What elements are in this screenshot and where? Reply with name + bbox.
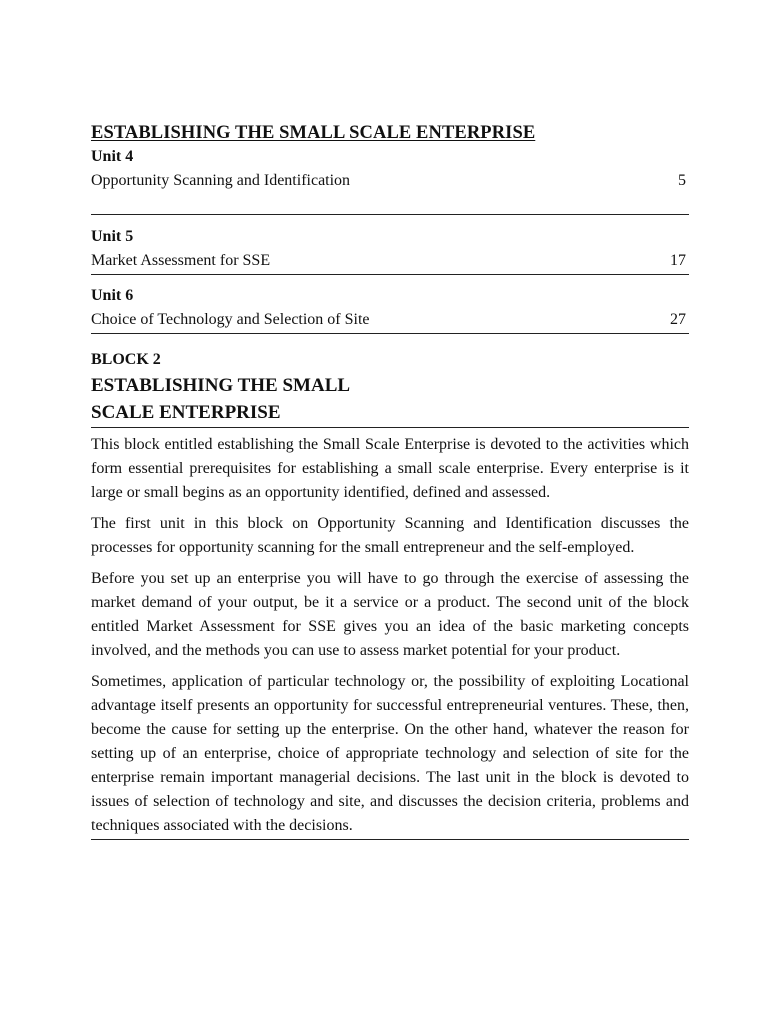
block-title-line-1: ESTABLISHING THE SMALL — [91, 375, 351, 396]
toc-heading: ESTABLISHING THE SMALL SCALE ENTERPRISE — [91, 123, 536, 143]
unit-page-number: 17 — [670, 252, 686, 269]
unit-page-number: 27 — [670, 311, 686, 328]
unit-row — [91, 308, 689, 332]
divider — [91, 839, 689, 840]
toc-entry-unit-5 — [91, 225, 689, 273]
unit-title: Opportunity Scanning and Identification — [91, 172, 351, 189]
divider — [91, 333, 689, 334]
block-label: BLOCK 2 — [91, 351, 161, 368]
intro-paragraph-2: The first unit in this block on Opportunity Scanning and Identification discusses the processes for opportunity scanning for the small entrepreneur and the self-employed. — [91, 515, 689, 556]
unit-label: Unit 6 — [91, 287, 134, 304]
unit-row — [91, 169, 689, 193]
divider — [91, 427, 689, 428]
document-page — [91, 120, 689, 840]
divider — [91, 214, 689, 215]
unit-page-number: 5 — [678, 172, 686, 189]
unit-title: Choice of Technology and Selection of Site — [91, 311, 370, 328]
unit-label: Unit 5 — [91, 228, 134, 245]
block-title-line-2: SCALE ENTERPRISE — [91, 402, 281, 423]
unit-row — [91, 249, 689, 273]
intro-paragraph-3: Before you set up an enterprise you will have to go through the exercise of assessing the market demand of your output, be it a service or a product. The second unit of the block entitled Market Assessment for SSE gives you an idea of the basic marketing concepts involved, and the methods you can use to assess market potential for your product. — [91, 570, 689, 659]
unit-title: Market Assessment for SSE — [91, 252, 271, 269]
toc-entry-unit-6 — [91, 284, 689, 332]
intro-paragraph-4: Sometimes, application of particular technology or, the possibility of exploiting Locational advantage itself presents an opportunity for successful entrepreneurial ventures. These, then, become the cause for setting up the enterprise. On the other hand, whatever the reason for setting up of an enterprise, choice of appropriate technology and selection of site for the enterprise remain important managerial decisions. The last unit in the block is devoted to issues of selection of technology and site, and discusses the decision criteria, problems and techniques associated with the decisions. — [91, 673, 689, 834]
toc-entry-unit-4 — [91, 145, 689, 193]
intro-paragraph-1: This block entitled establishing the Small Scale Enterprise is devoted to the activities which form essential prerequisites for establishing a small scale enterprise. Every enterprise is it large or small begins as an opportunity identified, defined and assessed. — [91, 436, 689, 501]
divider — [91, 274, 689, 275]
unit-label: Unit 4 — [91, 148, 134, 165]
